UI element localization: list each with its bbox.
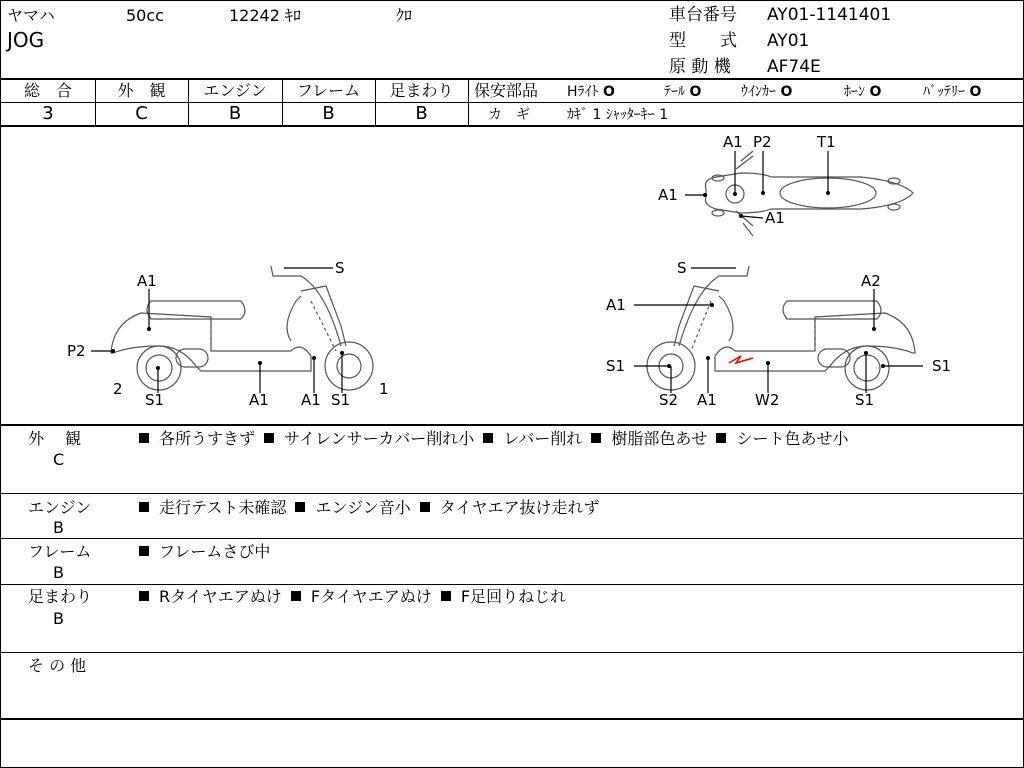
engine-label: 原 動 機 — [669, 57, 731, 77]
note-exterior-grade: C — [53, 450, 65, 469]
label-right-a1-bottom: A1 — [697, 391, 717, 409]
color: ｸﾛ — [396, 6, 413, 25]
damage-diagram — [1, 126, 1023, 424]
note-engine-label: エンジン — [28, 498, 92, 517]
grade-engine-value: B — [228, 103, 242, 124]
label-right-a2: A2 — [861, 272, 881, 290]
label-left-s1-front: S1 — [331, 391, 351, 409]
type-label: 型 式 — [669, 31, 737, 51]
maker: ヤマハ — [7, 6, 55, 25]
label-right-s1-bottom: S1 — [855, 391, 875, 409]
label-top-a1-left: A1 — [658, 186, 678, 204]
label-top-a1-bottom: A1 — [765, 209, 785, 227]
engine-value: AF74E — [767, 57, 821, 77]
label-top-a1: A1 — [723, 133, 743, 151]
note-other-label: そ の 他 — [28, 656, 87, 675]
displacement: 50cc — [126, 6, 164, 25]
label-right-s1-left: S1 — [606, 357, 626, 375]
grade-suspension-value: B — [415, 103, 428, 124]
label-left-a1-bottom: A1 — [249, 391, 269, 409]
label-right-s: S — [677, 259, 687, 277]
key-label: カ ギ — [488, 107, 530, 123]
safety-winker: ｳｲﾝｶｰ O — [741, 84, 793, 100]
label-left-a1-front: A1 — [301, 391, 321, 409]
safety-battery: ﾊﾞｯﾃﾘｰ O — [923, 84, 982, 100]
grade-engine-label: エンジン — [203, 81, 267, 100]
note-frame-items: フレームさび中 — [135, 542, 270, 562]
grade-exterior-value: C — [135, 103, 148, 124]
label-right-w2: W2 — [755, 391, 780, 409]
safety-taillight: ﾃｰﾙ O — [664, 84, 702, 100]
scratch-mark — [729, 356, 753, 363]
note-exterior-label: 外 観 — [28, 429, 82, 448]
mileage: 12242 ｷﾛ — [229, 6, 301, 25]
grade-suspension-label: 足まわり — [389, 81, 454, 100]
safety-horn: ﾎｰﾝ O — [844, 84, 882, 100]
label-left-p2: P2 — [67, 342, 86, 360]
label-right-a1: A1 — [606, 296, 626, 314]
label-right-s1-right: S1 — [932, 357, 952, 375]
grade-overall-label: 総 合 — [23, 81, 72, 100]
note-frame-label: フレーム — [28, 542, 92, 561]
grade-exterior-label: 外 観 — [117, 81, 166, 100]
note-suspension-label: 足まわり — [28, 587, 93, 606]
label-left-s1-rear: S1 — [145, 391, 165, 409]
grade-frame-label: フレーム — [296, 81, 361, 100]
frame-no-label: 車台番号 — [669, 5, 737, 25]
frame-no: AY01-1141401 — [767, 5, 892, 25]
note-suspension-items: Rタイヤエアぬけ Fタイヤエアぬけ F足回りねじれ — [135, 587, 566, 607]
note-frame-grade: B — [53, 563, 64, 582]
label-left-a1-top: A1 — [137, 272, 157, 290]
label-top-t1: T1 — [817, 133, 836, 151]
label-right-s2: S2 — [659, 391, 679, 409]
note-engine-grade: B — [53, 518, 64, 537]
grade-frame-value: B — [322, 103, 335, 124]
model-name: JOG — [7, 28, 45, 52]
label-top-p2: P2 — [753, 133, 772, 151]
note-engine-items: 走行テスト未確認 エンジン音小 タイヤエア抜け走れず — [135, 498, 599, 518]
key-value: ｶｷﾞ 1 ｼｬｯﾀｰｷｰ 1 — [567, 107, 669, 123]
safety-label: 保安部品 — [474, 81, 539, 100]
label-left-s: S — [335, 259, 345, 277]
note-suspension-grade: B — [53, 609, 64, 628]
label-left-2: 2 — [113, 380, 123, 398]
note-exterior-items: 各所うすきず サイレンサーカバー削れ小 レバー削れ 樹脂部色あせ シート色あせ小 — [135, 429, 848, 449]
type-value: AY01 — [767, 31, 810, 51]
label-left-1: 1 — [379, 380, 389, 398]
grade-overall-value: 3 — [42, 103, 54, 124]
safety-headlight: Hﾗｲﾄ O — [567, 84, 615, 100]
